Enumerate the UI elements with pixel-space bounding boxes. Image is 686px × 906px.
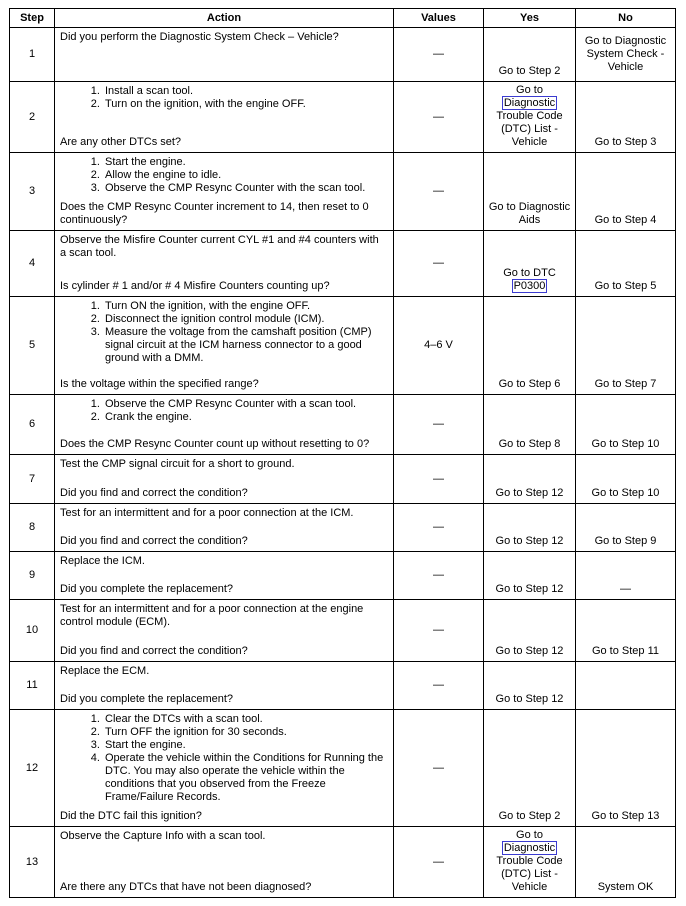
yes-text: Go to Step 12: [495, 583, 564, 595]
action-step-item: 2. Disconnect the ignition control module (ICM).: [103, 313, 387, 326]
step-cell: 2: [10, 82, 55, 152]
yes-cell: [484, 455, 576, 503]
action-cell: [55, 552, 394, 599]
no-text: System OK: [597, 881, 654, 893]
no-text: Go to Diagnostic System Check - Vehicle: [584, 34, 667, 73]
yes-cell: [484, 662, 576, 709]
step-cell: 11: [10, 662, 55, 709]
no-cell: [576, 395, 675, 454]
yes-text-post: Trouble Code (DTC) List - Vehicle: [496, 110, 563, 148]
yes-text: Go to Step 8: [498, 438, 561, 450]
no-cell: [576, 552, 675, 599]
header-yes: Yes: [484, 9, 576, 27]
step-cell: 12: [10, 710, 55, 826]
yes-text: [487, 84, 572, 149]
action-step-item: 3. Start the engine.: [103, 739, 387, 752]
values-cell: —: [394, 455, 484, 503]
no-cell: [576, 82, 675, 152]
action-intro: Replace the ICM.: [60, 555, 145, 567]
action-steps: [60, 300, 387, 365]
header-values: Values: [394, 9, 484, 27]
table-row: [10, 231, 675, 297]
action-cell: [55, 827, 394, 897]
table-row: [10, 153, 675, 231]
action-cell: [55, 82, 394, 152]
yes-cell: [484, 395, 576, 454]
step-cell: 9: [10, 552, 55, 599]
values-cell: —: [394, 827, 484, 897]
action-steps: [60, 85, 387, 111]
no-text: Go to Step 11: [591, 645, 660, 657]
step-cell: 5: [10, 297, 55, 394]
action-cell: [55, 28, 394, 81]
action-cell: [55, 600, 394, 661]
no-cell: [576, 153, 675, 230]
yes-cell: [484, 504, 576, 551]
action-question: Did you complete the replacement?: [60, 693, 234, 705]
yes-cell: [484, 297, 576, 394]
yes-text-pre: Go to DTC: [503, 267, 556, 279]
table-row: [10, 297, 675, 395]
action-intro: Did you perform the Diagnostic System Check – Vehicle?: [60, 31, 339, 43]
table-row: [10, 662, 675, 710]
yes-text: Go to Step 12: [495, 693, 564, 705]
dtc-p0300-link[interactable]: P0300: [513, 280, 546, 292]
table-row: [10, 600, 675, 662]
no-text: Go to Step 7: [594, 378, 657, 390]
yes-cell: [484, 827, 576, 897]
action-cell: [55, 504, 394, 551]
action-question: Did the DTC fail this ignition?: [60, 810, 202, 822]
step-cell: 1: [10, 28, 55, 81]
table-row: [10, 552, 675, 600]
no-text: Go to Step 3: [594, 136, 657, 148]
action-intro: Observe the Misfire Counter current CYL #1 and #4 counters with a scan tool.: [60, 234, 379, 259]
action-steps: [60, 156, 387, 195]
yes-cell: [484, 231, 576, 296]
step-cell: 10: [10, 600, 55, 661]
action-cell: [55, 710, 394, 826]
yes-cell: [484, 710, 576, 826]
step-cell: 7: [10, 455, 55, 503]
action-step-item: 1. Observe the CMP Resync Counter with a scan tool.: [103, 398, 387, 411]
action-question: Did you complete the replacement?: [60, 583, 234, 595]
table-row: [10, 28, 675, 82]
yes-text-post: Trouble Code (DTC) List - Vehicle: [496, 855, 563, 893]
no-text: Go to Step 9: [594, 535, 657, 547]
header-action: Action: [55, 9, 394, 27]
action-question: Does the CMP Resync Counter count up without resetting to 0?: [60, 438, 370, 450]
no-cell: [576, 600, 675, 661]
action-intro: Test for an intermittent and for a poor connection at the engine control module (ECM).: [60, 603, 364, 628]
action-step-item: 2. Turn on the ignition, with the engine OFF.: [103, 98, 387, 111]
no-text: Go to Step 4: [594, 214, 657, 226]
action-step-item: 3. Observe the CMP Resync Counter with the scan tool.: [103, 182, 387, 195]
values-cell: —: [394, 82, 484, 152]
action-step-item: 1. Start the engine.: [103, 156, 387, 169]
action-step-item: 4. Operate the vehicle within the Conditions for Running the DTC. You may also operate the vehicle within the conditions that you observed from the Freeze Frame/Failure Records.: [103, 752, 387, 804]
action-step-item: 1. Turn ON the ignition, with the engine OFF.: [103, 300, 387, 313]
action-question: Did you find and correct the condition?: [60, 535, 248, 547]
action-cell: [55, 231, 394, 296]
yes-cell: [484, 552, 576, 599]
table-row: [10, 455, 675, 504]
table-row: [10, 827, 675, 897]
no-text: Go to Step 5: [594, 280, 657, 292]
action-step-item: 3. Measure the voltage from the camshaft position (CMP) signal circuit at the ICM harness connector to a good ground with a DMM.: [103, 326, 387, 365]
values-cell: —: [394, 600, 484, 661]
action-step-item: 2. Turn OFF the ignition for 30 seconds.: [103, 726, 387, 739]
table-row: [10, 504, 675, 552]
action-intro: Observe the Capture Info with a scan tool.: [60, 830, 266, 842]
action-intro: Test the CMP signal circuit for a short to ground.: [60, 458, 295, 470]
no-cell: [576, 297, 675, 394]
no-text: Go to Step 13: [591, 810, 660, 822]
values-cell: —: [394, 395, 484, 454]
action-question: Is cylinder # 1 and/or # 4 Misfire Counters counting up?: [60, 280, 330, 292]
action-intro: Test for an intermittent and for a poor connection at the ICM.: [60, 507, 354, 519]
values-cell: —: [394, 231, 484, 296]
yes-cell: [484, 153, 576, 230]
no-cell: [576, 662, 675, 709]
action-steps: [60, 713, 387, 804]
yes-text: [487, 267, 572, 293]
yes-text-pre: Go to: [516, 829, 543, 841]
values-cell: —: [394, 504, 484, 551]
action-intro: Replace the ECM.: [60, 665, 150, 677]
action-step-item: 1. Install a scan tool.: [103, 85, 387, 98]
values-cell: —: [394, 153, 484, 230]
action-cell: [55, 662, 394, 709]
step-cell: 13: [10, 827, 55, 897]
yes-text: Go to Step 6: [498, 378, 561, 390]
no-cell: [576, 28, 675, 81]
no-cell: [576, 710, 675, 826]
yes-text-pre: Go to: [516, 84, 543, 96]
diagnostic-table: [9, 8, 676, 898]
no-text: —: [620, 583, 631, 595]
action-cell: [55, 455, 394, 503]
yes-text: Go to Step 12: [495, 487, 564, 499]
yes-cell: [484, 600, 576, 661]
table-header-row: [10, 9, 675, 28]
yes-cell: [484, 82, 576, 152]
values-cell: —: [394, 552, 484, 599]
yes-text: Go to Step 2: [498, 65, 561, 77]
values-cell: 4–6 V: [394, 297, 484, 394]
action-cell: [55, 153, 394, 230]
action-steps: [60, 398, 387, 424]
no-text: Go to Step 10: [591, 487, 660, 499]
action-question: Is the voltage within the specified range?: [60, 378, 259, 390]
action-question: Are any other DTCs set?: [60, 136, 182, 148]
yes-text: [487, 829, 572, 894]
header-no: No: [618, 11, 633, 24]
yes-text: Go to Step 12: [495, 645, 564, 657]
action-question: Are there any DTCs that have not been diagnosed?: [60, 881, 312, 893]
no-cell: [576, 504, 675, 551]
yes-text: Go to Diagnostic Aids: [488, 201, 571, 226]
action-cell: [55, 297, 394, 394]
no-cell: [576, 455, 675, 503]
action-question: Did you find and correct the condition?: [60, 487, 248, 499]
no-cell: [576, 231, 675, 296]
step-cell: 8: [10, 504, 55, 551]
dtc-list-link[interactable]: Diagnostic: [503, 842, 556, 854]
action-question: Did you find and correct the condition?: [60, 645, 248, 657]
step-cell: 6: [10, 395, 55, 454]
values-cell: —: [394, 28, 484, 81]
no-text: Go to Step 10: [591, 438, 660, 450]
table-row: [10, 710, 675, 827]
values-cell: —: [394, 662, 484, 709]
yes-cell: [484, 28, 576, 81]
table-row: [10, 395, 675, 455]
action-question: Does the CMP Resync Counter increment to 14, then reset to 0 continuously?: [60, 201, 369, 226]
action-cell: [55, 395, 394, 454]
step-cell: 3: [10, 153, 55, 230]
yes-text: Go to Step 2: [498, 810, 561, 822]
action-step-item: 2. Crank the engine.: [103, 411, 387, 424]
yes-text: Go to Step 12: [495, 535, 564, 547]
table-row: [10, 82, 675, 153]
values-cell: —: [394, 710, 484, 826]
action-step-item: 2. Allow the engine to idle.: [103, 169, 387, 182]
action-step-item: 1. Clear the DTCs with a scan tool.: [103, 713, 387, 726]
no-cell: [576, 827, 675, 897]
dtc-list-link[interactable]: Diagnostic: [503, 97, 556, 109]
step-cell: 4: [10, 231, 55, 296]
header-step: Step: [10, 9, 55, 27]
